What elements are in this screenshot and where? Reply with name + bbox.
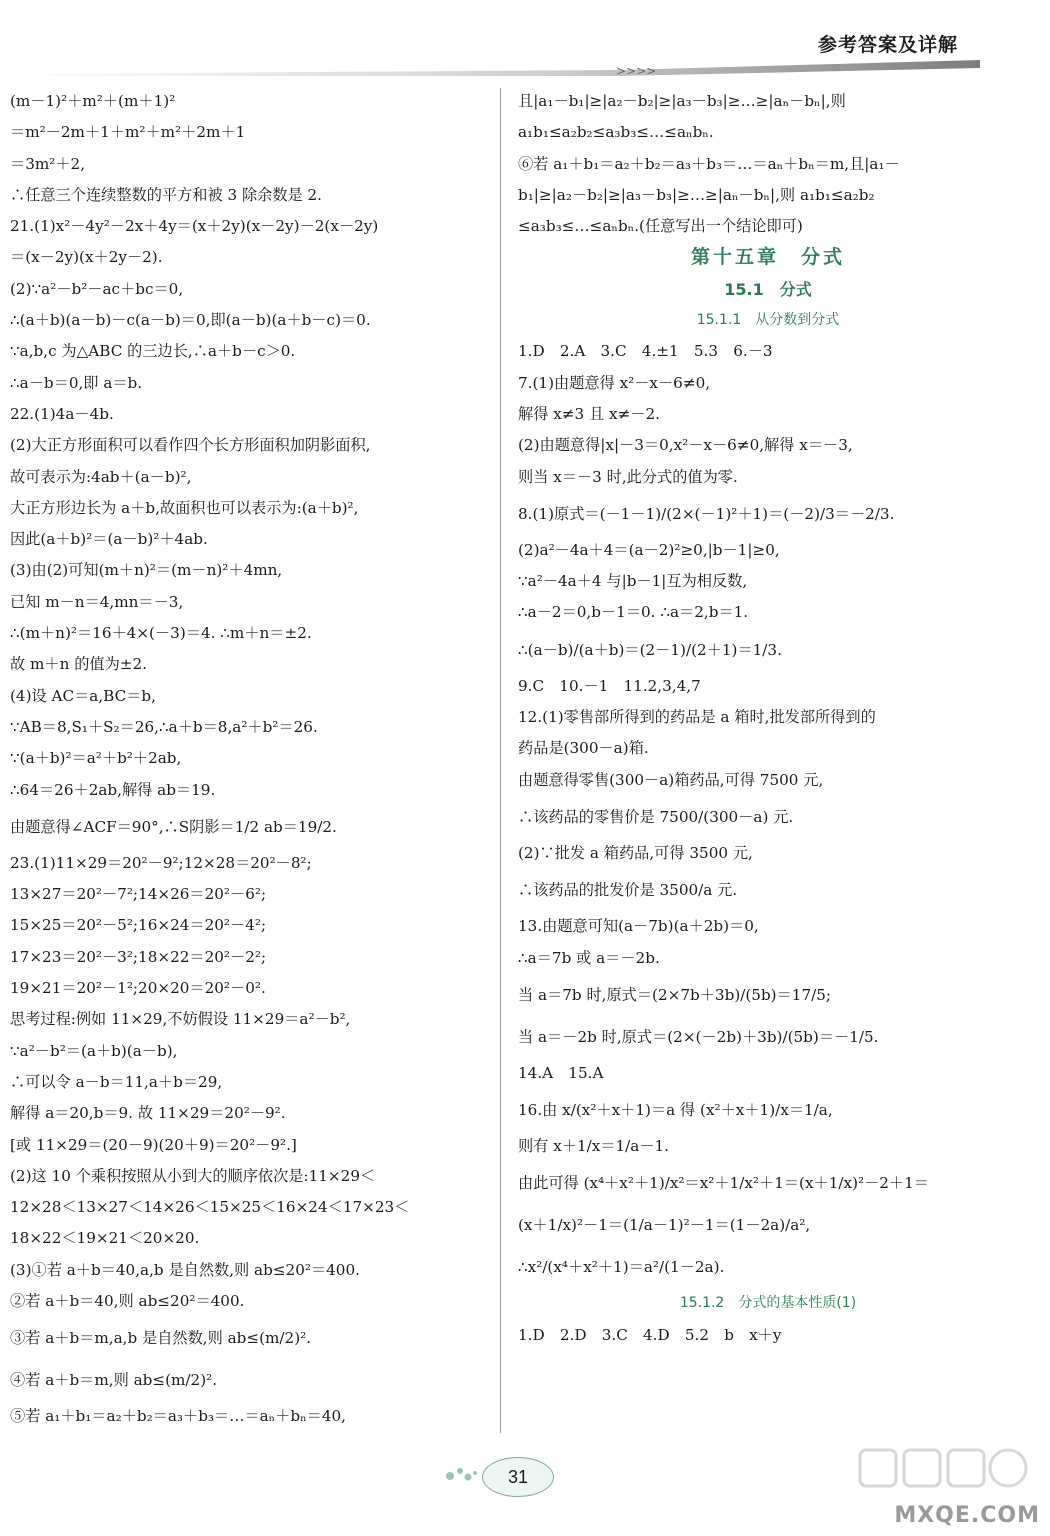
answer-line: 8.(1)原式＝(－1－1)/(2×(－1)²＋1)＝(－2)/3＝－2/3. xyxy=(518,504,895,523)
answer-line: 17×23＝20²－3²;18×22＝20²－2²; xyxy=(10,947,267,966)
answer-line: 则当 x＝－3 时,此分式的值为零. xyxy=(518,467,738,486)
column-divider xyxy=(500,88,501,1433)
answer-line: 则有 x＋1/x＝1/a－1. xyxy=(518,1137,669,1156)
answer-line: ∴(a＋b)(a－b)－c(a－b)＝0,即(a－b)(a＋b－c)＝0. xyxy=(10,311,371,330)
watermark-site: MXQE.COM xyxy=(894,1503,1040,1528)
answer-line: 当 a＝－2b 时,原式＝(2×(－2b)＋3b)/(5b)＝－1/5. xyxy=(518,1027,879,1046)
answer-line: 故可表示为:4ab＋(a－b)², xyxy=(10,467,192,486)
answer-line: ＝m²－2m＋1＋m²＋m²＋2m＋1 xyxy=(10,123,246,142)
flower-ornament-icon xyxy=(440,1462,480,1488)
answer-line: ∴该药品的批发价是 3500/a 元. xyxy=(518,881,738,900)
answer-line: 因此(a＋b)²＝(a－b)²＋4ab. xyxy=(10,530,208,549)
answer-line: ⑤若 a₁＋b₁＝a₂＋b₂＝a₃＋b₃＝…＝aₙ＋bₙ＝40, xyxy=(10,1407,347,1426)
answer-line: 由此可得 (x⁴＋x²＋1)/x²＝x²＋1/x²＋1＝(x＋1/x)²－2＋1＝ xyxy=(518,1174,929,1193)
answer-line: ∵a,b,c 为△ABC 的三边长,∴a＋b－c＞0. xyxy=(10,342,296,361)
subsection-heading: 15.1.2 分式的基本性质(1) xyxy=(679,1295,857,1312)
answer-line: 1.D 2.D 3.C 4.D 5.2 b x＋y xyxy=(518,1325,782,1344)
answer-line: ≤a₃b₃≤…≤aₙbₙ.(任意写出一个结论即可) xyxy=(518,217,803,236)
answer-line: 12×28＜13×27＜14×26＜15×25＜16×24＜17×23＜ xyxy=(10,1198,410,1217)
answer-line: 由题意得零售(300－a)箱药品,可得 7500 元, xyxy=(518,770,824,789)
answer-line: b₁|≥|a₂－b₂|≥|a₃－b₃|≥…≥|aₙ－bₙ|,则 a₁b₁≤a₂b₂ xyxy=(518,185,875,204)
answer-line: (2)∵批发 a 箱药品,可得 3500 元, xyxy=(518,843,753,862)
answer-line: (2)大正方形面积可以看作四个长方形面积加阴影面积, xyxy=(10,436,371,455)
answer-line: 故 m＋n 的值为±2. xyxy=(10,655,147,674)
chapter-heading: 第十五章 分式 xyxy=(690,246,845,269)
answer-line: ③若 a＋b＝m,a,b 是自然数,则 ab≤(m/2)². xyxy=(10,1329,312,1348)
answer-line: 药品是(300－a)箱. xyxy=(518,739,649,758)
answer-line: (2)由题意得|x|－3＝0,x²－x－6≠0,解得 x＝－3, xyxy=(518,436,853,455)
answer-line: 12.(1)零售部所得到的药品是 a 箱时,批发部所得到的 xyxy=(518,708,876,727)
answer-line: ∴可以令 a－b＝11,a＋b＝29, xyxy=(10,1072,223,1091)
answer-line: (3)①若 a＋b＝40,a,b 是自然数,则 ab≤20²＝400. xyxy=(10,1260,360,1279)
answer-line: ②若 a＋b＝40,则 ab≤20²＝400. xyxy=(10,1291,245,1310)
answer-line: 18×22＜19×21＜20×20. xyxy=(10,1229,200,1248)
answer-line: ∴(a－b)/(a＋b)＝(2－1)/(2＋1)＝1/3. xyxy=(518,640,782,659)
answer-line: (m－1)²＋m²＋(m＋1)² xyxy=(10,92,176,110)
answer-line: 9.C 10.－1 11.2,3,4,7 xyxy=(518,676,701,695)
answer-line: ∵a²－b²＝(a＋b)(a－b), xyxy=(10,1041,178,1060)
page-number: 31 xyxy=(482,1457,554,1497)
header-title: 参考答案及详解 xyxy=(817,34,958,56)
answer-line: (3)由(2)可知(m＋n)²＝(m－n)²＋4mn, xyxy=(10,561,283,580)
answer-line: 思考过程:例如 11×29,不妨假设 11×29＝a²－b², xyxy=(10,1010,351,1029)
answer-line: (2)a²－4a＋4＝(a－2)²≥0,|b－1|≥0, xyxy=(518,540,780,559)
right-column xyxy=(518,86,1018,1351)
answer-line: ∴a＝7b 或 a＝－2b. xyxy=(518,948,660,967)
answer-line: ∴该药品的零售价是 7500/(300－a) 元. xyxy=(518,807,794,826)
answer-line: ∵(a＋b)²＝a²＋b²＋2ab, xyxy=(10,749,182,768)
answer-line: [或 11×29＝(20－9)(20＋9)＝20²－9².] xyxy=(10,1135,297,1154)
answer-line: 解得 x≠3 且 x≠－2. xyxy=(518,404,660,423)
answer-line: ∴a－2＝0,b－1＝0. ∴a＝2,b＝1. xyxy=(518,603,749,622)
answer-line: 由题意得∠ACF＝90°,∴S阴影＝1/2 ab＝19/2. xyxy=(10,817,337,836)
answer-line: 且|a₁－b₁|≥|a₂－b₂|≥|a₃－b₃|≥…≥|aₙ－bₙ|,则 xyxy=(518,92,846,110)
answer-line: (2)这 10 个乘积按照从小到大的顺序依次是:11×29＜ xyxy=(10,1166,376,1185)
answer-line: ④若 a＋b＝m,则 ab≤(m/2)². xyxy=(10,1371,218,1390)
answer-line: ∵a²－4a＋4 与|b－1|互为相反数, xyxy=(518,572,748,591)
answer-line: (4)设 AC＝a,BC＝b, xyxy=(10,686,156,705)
answer-line: 14.A 15.A xyxy=(518,1063,604,1082)
section-heading: 15.1 分式 xyxy=(724,279,812,299)
header-rule xyxy=(10,60,980,82)
answer-line: 13.由题意可知(a－7b)(a＋2b)＝0, xyxy=(518,917,759,936)
answer-line: (2)∵a²－b²－ac＋bc＝0, xyxy=(10,279,184,298)
answer-line: 当 a＝7b 时,原式＝(2×7b＋3b)/(5b)＝17/5; xyxy=(518,985,832,1004)
answer-line: 22.(1)4a－4b. xyxy=(10,404,114,423)
answer-line: 1.D 2.A 3.C 4.±1 5.3 6.－3 xyxy=(518,342,773,361)
answer-line: 21.(1)x²－4y²－2x＋4y＝(x＋2y)(x－2y)－2(x－2y) xyxy=(10,217,379,236)
answer-line: a₁b₁≤a₂b₂≤a₃b₃≤…≤aₙbₙ. xyxy=(518,123,714,142)
answer-line: ∴64＝26＋2ab,解得 ab＝19. xyxy=(10,780,216,799)
answer-line: ∴a－b＝0,即 a＝b. xyxy=(10,373,143,392)
left-column xyxy=(10,86,494,1433)
answer-line: 23.(1)11×29＝20²－9²;12×28＝20²－8²; xyxy=(10,853,312,872)
answer-line: 16.由 x/(x²＋x＋1)＝a 得 (x²＋x＋1)/x＝1/a, xyxy=(518,1101,833,1120)
svg-text:>>>>: >>>> xyxy=(616,64,657,78)
answer-line: (x＋1/x)²－1＝(1/a－1)²－1＝(1－2a)/a², xyxy=(518,1216,811,1235)
answer-line: ＝(x－2y)(x＋2y－2). xyxy=(10,248,163,267)
answer-line: 19×21＝20²－1²;20×20＝20²－0². xyxy=(10,979,266,998)
answer-line: ∴(m＋n)²＝16＋4×(－3)＝4. ∴m＋n＝±2. xyxy=(10,624,312,643)
answer-line: ∴x²/(x⁴＋x²＋1)＝a²/(1－2a). xyxy=(518,1258,725,1277)
answer-line: 7.(1)由题意得 x²－x－6≠0, xyxy=(518,373,711,392)
answer-line: ⑥若 a₁＋b₁＝a₂＋b₂＝a₃＋b₃＝…＝aₙ＋bₙ＝m,且|a₁－ xyxy=(518,154,900,173)
answer-line: 解得 a＝20,b＝9. 故 11×29＝20²－9². xyxy=(10,1104,286,1123)
answer-line: 13×27＝20²－7²;14×26＝20²－6²; xyxy=(10,885,267,904)
answer-line: ∴任意三个连续整数的平方和被 3 除余数是 2. xyxy=(10,185,323,204)
answer-line: 已知 m－n＝4,mn＝－3, xyxy=(10,592,184,611)
answer-line: 大正方形边长为 a＋b,故面积也可以表示为:(a＋b)², xyxy=(10,498,359,517)
answer-line: ＝3m²＋2, xyxy=(10,154,86,173)
subsection-heading: 15.1.1 从分数到分式 xyxy=(696,312,840,329)
answer-line: ∵AB＝8,S₁＋S₂＝26,∴a＋b＝8,a²＋b²＝26. xyxy=(10,717,318,736)
answer-line: 15×25＝20²－5²;16×24＝20²－4²; xyxy=(10,916,267,935)
